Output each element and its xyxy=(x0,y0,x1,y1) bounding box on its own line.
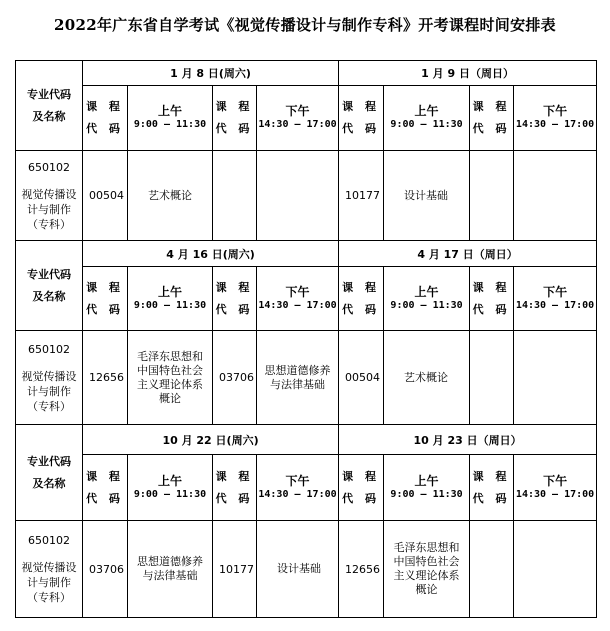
course-name-line: 概论 xyxy=(159,391,181,405)
course-code: 10177 xyxy=(219,562,254,576)
morning-header xyxy=(128,86,213,151)
course-code: 00504 xyxy=(89,189,124,202)
course-name-cell xyxy=(257,331,339,425)
course-code-cell xyxy=(83,521,128,618)
course-code-header-line2: 代 码 xyxy=(86,122,124,135)
course-code: 10177 xyxy=(345,189,381,202)
course-name-line: 主义理论体系 xyxy=(393,569,460,582)
major-name-line1: 视觉传播设 xyxy=(21,561,77,574)
course-code-header-line2: 代 码 xyxy=(342,302,380,316)
date-day2-label: 1 月 9 日（周日） xyxy=(421,67,514,80)
date-day1-label: 4 月 16 日(周六) xyxy=(166,247,255,261)
course-code-header xyxy=(83,267,128,331)
course-code-header xyxy=(83,86,128,151)
morning-label: 上午 xyxy=(157,104,182,118)
major-header xyxy=(16,241,83,331)
date-day1-label: 1 月 8 日(周六) xyxy=(170,67,251,80)
afternoon-header xyxy=(514,86,597,151)
course-name-line: 思想道德修养 xyxy=(264,363,331,377)
date-day2-label: 10 月 23 日（周日） xyxy=(413,433,522,447)
morning-header xyxy=(384,86,470,151)
course-code: 12656 xyxy=(345,562,381,576)
course-code-cell xyxy=(83,151,128,241)
afternoon-time: 14:30 – 17:00 xyxy=(515,299,595,311)
afternoon-time: 14:30 – 17:00 xyxy=(258,488,337,500)
course-name-line: 思想道德修养 xyxy=(137,555,203,568)
major-header-line2: 及名称 xyxy=(32,289,66,303)
afternoon-label: 下午 xyxy=(285,473,310,488)
course-code-header xyxy=(213,86,257,151)
course-code-cell xyxy=(339,151,384,241)
afternoon-label: 下午 xyxy=(543,104,568,118)
course-name-cell xyxy=(128,331,213,425)
course-code-cell xyxy=(470,331,514,425)
course-code-header-line1: 课 程 xyxy=(86,469,124,483)
afternoon-time: 14:30 – 17:00 xyxy=(258,119,337,130)
morning-header xyxy=(384,455,470,521)
major-name-line2: 计与制作 xyxy=(27,202,71,216)
course-code-header xyxy=(213,267,257,331)
morning-time: 9:00 – 11:30 xyxy=(390,488,463,500)
course-code-header xyxy=(213,455,257,521)
major-code: 650102 xyxy=(28,534,70,547)
major-name-line1: 视觉传播设 xyxy=(21,187,77,201)
major-header-line1: 专业代码 xyxy=(27,87,71,101)
morning-label: 上午 xyxy=(157,473,182,488)
date-day2 xyxy=(339,425,597,455)
course-code-header xyxy=(339,455,384,521)
course-code-header xyxy=(470,267,514,331)
course-code-header-line1: 课 程 xyxy=(342,469,380,483)
course-code-header-line2: 代 码 xyxy=(472,491,511,505)
course-code-cell xyxy=(339,521,384,618)
morning-time: 9:00 – 11:30 xyxy=(390,119,463,130)
afternoon-time: 14:30 – 17:00 xyxy=(515,488,595,500)
course-code-cell xyxy=(213,151,257,241)
course-name-line: 与法律基础 xyxy=(142,569,198,582)
course-code-header-line2: 代 码 xyxy=(342,491,380,505)
afternoon-header xyxy=(514,267,597,331)
course-name-line: 毛泽东思想和 xyxy=(137,349,203,363)
major-header-line1: 专业代码 xyxy=(27,454,71,468)
course-name-line: 中国特色社会 xyxy=(393,555,460,568)
course-name-cell xyxy=(384,151,470,241)
major-header-line2: 及名称 xyxy=(32,109,66,123)
course-code: 03706 xyxy=(219,371,254,384)
major-header-line1: 专业代码 xyxy=(27,267,71,281)
course-name-cell xyxy=(514,331,597,425)
major-name-line2: 计与制作 xyxy=(27,576,71,589)
course-code-header xyxy=(83,455,128,521)
page-title: 2022年广东省自学考试《视觉传播设计与制作专科》开考课程时间安排表 xyxy=(54,16,556,34)
course-name-cell xyxy=(384,331,470,425)
course-name-line: 艺术概论 xyxy=(404,370,449,384)
morning-header xyxy=(384,267,470,331)
schedule-table xyxy=(15,60,597,618)
course-name-line: 主义理论体系 xyxy=(137,377,203,391)
major-header xyxy=(16,425,83,521)
course-name-line: 设计基础 xyxy=(277,562,321,575)
course-name-line: 中国特色社会 xyxy=(137,363,203,377)
course-code-header-line1: 课 程 xyxy=(215,280,254,294)
afternoon-label: 下午 xyxy=(285,104,310,118)
major-name-line3: （专科） xyxy=(27,591,71,604)
course-name-cell xyxy=(128,521,213,618)
course-code-header xyxy=(470,86,514,151)
major-name-line1: 视觉传播设 xyxy=(21,369,77,383)
course-code-cell xyxy=(213,521,257,618)
course-name-cell xyxy=(257,521,339,618)
course-code-cell xyxy=(83,331,128,425)
course-name-cell xyxy=(514,151,597,241)
course-code-header-line1: 课 程 xyxy=(472,469,511,483)
date-day2-label: 4 月 17 日（周日） xyxy=(417,247,518,261)
major-cell xyxy=(16,331,83,425)
course-code-header-line1: 课 程 xyxy=(215,469,254,483)
date-day2 xyxy=(339,241,597,267)
afternoon-header xyxy=(514,455,597,521)
course-name-line: 艺术概论 xyxy=(148,188,192,202)
afternoon-label: 下午 xyxy=(285,284,310,299)
major-cell xyxy=(16,521,83,618)
course-name-line: 与法律基础 xyxy=(270,377,326,391)
course-code-header-line2: 代 码 xyxy=(215,302,254,316)
course-code-header-line2: 代 码 xyxy=(215,122,254,135)
morning-time: 9:00 – 11:30 xyxy=(133,488,207,500)
major-name-line3: （专科） xyxy=(27,399,71,413)
major-header xyxy=(16,61,83,151)
morning-label: 上午 xyxy=(157,284,182,299)
course-code-header-line1: 课 程 xyxy=(215,100,254,113)
date-day1 xyxy=(83,241,339,267)
date-day1 xyxy=(83,61,339,86)
major-code: 650102 xyxy=(28,342,70,356)
major-cell xyxy=(16,151,83,241)
course-code-header-line1: 课 程 xyxy=(342,100,380,113)
major-name-line2: 计与制作 xyxy=(27,384,71,398)
afternoon-time: 14:30 – 17:00 xyxy=(258,299,337,311)
course-code-cell xyxy=(213,331,257,425)
course-code-header xyxy=(339,86,384,151)
afternoon-header xyxy=(257,86,339,151)
course-code-header xyxy=(339,267,384,331)
course-name-line: 设计基础 xyxy=(404,188,449,202)
morning-label: 上午 xyxy=(414,284,439,299)
afternoon-header xyxy=(257,455,339,521)
course-name-line: 毛泽东思想和 xyxy=(393,541,460,554)
course-code: 00504 xyxy=(345,371,381,384)
course-code-header-line1: 课 程 xyxy=(472,100,511,113)
course-code-header-line1: 课 程 xyxy=(342,280,380,294)
course-code-header-line1: 课 程 xyxy=(86,280,124,294)
afternoon-label: 下午 xyxy=(543,473,568,488)
morning-header xyxy=(128,267,213,331)
date-day1 xyxy=(83,425,339,455)
date-day1-label: 10 月 22 日(周六) xyxy=(162,433,259,447)
morning-label: 上午 xyxy=(414,104,439,118)
major-code: 650102 xyxy=(28,160,70,174)
course-name-cell xyxy=(257,151,339,241)
morning-time: 9:00 – 11:30 xyxy=(133,119,207,130)
date-day2 xyxy=(339,61,597,86)
course-code-header-line2: 代 码 xyxy=(342,122,380,135)
afternoon-header xyxy=(257,267,339,331)
course-name-line: 概论 xyxy=(415,583,438,596)
course-code-cell xyxy=(470,521,514,618)
course-code-cell xyxy=(470,151,514,241)
course-code-header-line1: 课 程 xyxy=(472,280,511,294)
course-code-header-line2: 代 码 xyxy=(86,302,124,316)
major-name-line3: （专科） xyxy=(27,217,71,231)
morning-label: 上午 xyxy=(414,473,439,488)
course-code-cell xyxy=(339,331,384,425)
course-name-cell xyxy=(384,521,470,618)
course-code-header-line2: 代 码 xyxy=(472,302,511,316)
course-code-header-line2: 代 码 xyxy=(86,491,124,505)
course-code-header-line2: 代 码 xyxy=(472,122,511,135)
course-name-cell xyxy=(128,151,213,241)
course-code-header-line2: 代 码 xyxy=(215,491,254,505)
morning-time: 9:00 – 11:30 xyxy=(133,299,207,311)
course-code: 12656 xyxy=(89,371,124,384)
afternoon-label: 下午 xyxy=(543,284,568,299)
afternoon-time: 14:30 – 17:00 xyxy=(515,119,595,130)
morning-header xyxy=(128,455,213,521)
morning-time: 9:00 – 11:30 xyxy=(390,299,463,311)
course-code: 03706 xyxy=(89,562,124,576)
course-code-header xyxy=(470,455,514,521)
major-header-line2: 及名称 xyxy=(32,476,66,490)
course-code-header-line1: 课 程 xyxy=(86,100,124,113)
course-name-cell xyxy=(514,521,597,618)
